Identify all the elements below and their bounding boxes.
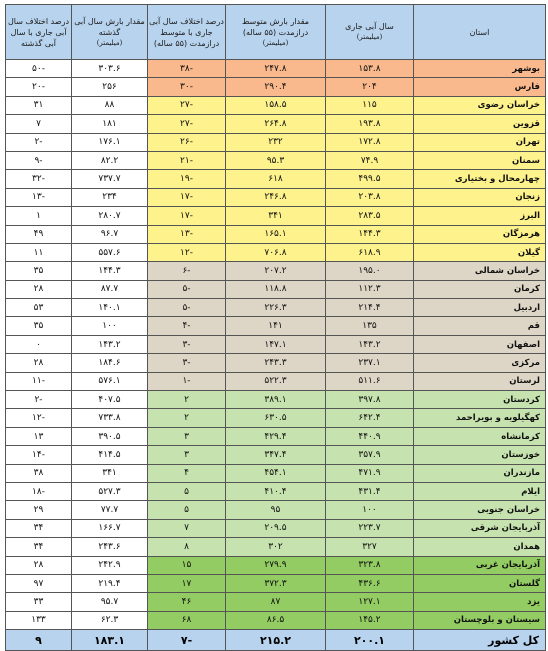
diff-avg-cell: ۲ xyxy=(148,391,226,409)
table-row xyxy=(6,611,546,629)
last-year-cell: ۱۰۰ xyxy=(72,317,148,335)
avg-rain-cell: ۶۳۰.۵ xyxy=(226,409,326,427)
diff-avg-cell: ۶۸ xyxy=(148,611,226,629)
table-row xyxy=(6,556,546,574)
last-year-cell: ۵۵۷.۶ xyxy=(72,243,148,261)
total-row xyxy=(6,630,546,651)
avg-rain-cell: ۲۴۳.۳ xyxy=(226,354,326,372)
table-row xyxy=(6,335,546,353)
current-year-cell: ۱۴۵.۲ xyxy=(326,611,414,629)
last-year-cell: ۲۴۳.۶ xyxy=(72,538,148,556)
diff-last-cell: ۱۱ xyxy=(6,243,72,261)
diff-avg-cell: ۴۶ xyxy=(148,593,226,611)
table-row xyxy=(6,372,546,390)
avg-rain-cell: ۴۱۰.۴ xyxy=(226,482,326,500)
last-year-cell: ۱۷۶.۱ xyxy=(72,133,148,151)
diff-last-cell: -۱۴ xyxy=(6,446,72,464)
diff-avg-cell: ۸ xyxy=(148,538,226,556)
last-year-cell: ۷۳۷.۷ xyxy=(72,170,148,188)
rainfall-table xyxy=(5,4,546,651)
last-year-cell: ۱۴۳.۲ xyxy=(72,335,148,353)
diff-last-cell: -۵۰ xyxy=(6,60,72,78)
province-cell: گیلان xyxy=(414,243,546,261)
current-year-cell: ۱۷۲.۸ xyxy=(326,133,414,151)
diff-avg-cell: -۲۶ xyxy=(148,133,226,151)
last-year-cell: ۱۸۱ xyxy=(72,115,148,133)
table-row xyxy=(6,280,546,298)
province-cell: قزوین xyxy=(414,115,546,133)
diff-avg-cell: ۵ xyxy=(148,501,226,519)
province-cell: مازندران xyxy=(414,464,546,482)
table-row xyxy=(6,151,546,169)
current-year-cell: ۵۱۱.۶ xyxy=(326,372,414,390)
province-cell: همدان xyxy=(414,538,546,556)
diff-last-cell: ۷ xyxy=(6,115,72,133)
current-year-cell: ۲۳۷.۱ xyxy=(326,354,414,372)
diff-avg-cell: -۲۷ xyxy=(148,115,226,133)
current-year-cell: ۲۰۳.۸ xyxy=(326,188,414,206)
table-row xyxy=(6,446,546,464)
avg-rain-cell: ۱۴۷.۱ xyxy=(226,335,326,353)
table-row xyxy=(6,96,546,114)
diff-last-cell: ۲۸ xyxy=(6,280,72,298)
last-year-cell: ۷۳۳.۸ xyxy=(72,409,148,427)
table-row xyxy=(6,519,546,537)
current-year-cell: ۱۳۵ xyxy=(326,317,414,335)
province-cell: کرمان xyxy=(414,280,546,298)
province-cell: گلستان xyxy=(414,574,546,592)
last-year-cell: ۲۸۰.۷ xyxy=(72,207,148,225)
current-year-cell: ۴۹۹.۵ xyxy=(326,170,414,188)
last-year-cell: ۳۴۱ xyxy=(72,464,148,482)
last-year-cell: ۲۱۹.۴ xyxy=(72,574,148,592)
current-year-cell: ۲۸۳.۵ xyxy=(326,207,414,225)
table-row xyxy=(6,243,546,261)
last-year-cell: ۱۶۶.۷ xyxy=(72,519,148,537)
avg-rain-cell: ۴۲۹.۴ xyxy=(226,427,326,445)
diff-last-cell: ۱۳۳ xyxy=(6,611,72,629)
current-year-cell: ۱۹۵.۰ xyxy=(326,262,414,280)
header-last-year: مقدار بارش سال آبی گذشته (میلیمتر) xyxy=(72,5,148,60)
current-year-cell: ۱۰۰ xyxy=(326,501,414,519)
last-year-cell: ۳۹۰.۵ xyxy=(72,427,148,445)
province-cell: چهارمحال و بختیاری xyxy=(414,170,546,188)
table-row xyxy=(6,225,546,243)
last-year-cell: ۱۸۴.۶ xyxy=(72,354,148,372)
diff-last-cell: -۲ xyxy=(6,391,72,409)
avg-rain-cell: ۳۷۲.۳ xyxy=(226,574,326,592)
province-cell: زنجان xyxy=(414,188,546,206)
avg-rain-cell: ۲۴۶.۸ xyxy=(226,188,326,206)
header-diff-last: درصد اختلاف سال آبی جاری با سال آبی گذشته xyxy=(6,5,72,60)
diff-avg-cell: ۳ xyxy=(148,446,226,464)
current-year-cell: ۲۱۴.۴ xyxy=(326,299,414,317)
diff-last-cell: -۲۰ xyxy=(6,78,72,96)
table-row xyxy=(6,262,546,280)
current-year-cell: ۲۰۴ xyxy=(326,78,414,96)
province-cell: آذربایجان شرقی xyxy=(414,519,546,537)
avg-rain-cell: ۲۹۰.۴ xyxy=(226,78,326,96)
table-row xyxy=(6,317,546,335)
diff-last-cell: ۹۷ xyxy=(6,574,72,592)
diff-last-cell: ۳۵ xyxy=(6,317,72,335)
diff-avg-cell: -۱۳ xyxy=(148,225,226,243)
diff-last-cell: ۳۴ xyxy=(6,538,72,556)
province-cell: بوشهر xyxy=(414,60,546,78)
table-row xyxy=(6,501,546,519)
diff-last-cell: ۲۸ xyxy=(6,556,72,574)
current-year-cell: ۴۷۱.۹ xyxy=(326,464,414,482)
province-cell: قم xyxy=(414,317,546,335)
last-year-cell: ۲۴۲.۹ xyxy=(72,556,148,574)
province-cell: کهگیلویه و بویراحمد xyxy=(414,409,546,427)
last-year-cell: ۷۷.۷ xyxy=(72,501,148,519)
diff-last-cell: ۵۳ xyxy=(6,299,72,317)
total-current: ۲۰۰.۱ xyxy=(326,630,414,651)
total-avg: ۲۱۵.۲ xyxy=(226,630,326,651)
table-row xyxy=(6,299,546,317)
header-current-year: سال آبی جاری (میلیمتر) xyxy=(326,5,414,60)
province-cell: آذربایجان غربی xyxy=(414,556,546,574)
header-row xyxy=(6,5,546,60)
avg-rain-cell: ۸۶.۵ xyxy=(226,611,326,629)
header-avg-rain: مقدار بارش متوسط درازمدت (۵۵ ساله) (میلیمتر) xyxy=(226,5,326,60)
diff-avg-cell: ۵ xyxy=(148,482,226,500)
diff-last-cell: ۳۸ xyxy=(6,464,72,482)
province-cell: سمنان xyxy=(414,151,546,169)
diff-last-cell: ۳۴ xyxy=(6,519,72,537)
table-row xyxy=(6,464,546,482)
current-year-cell: ۶۱۸.۹ xyxy=(326,243,414,261)
diff-last-cell: -۱۳ xyxy=(6,188,72,206)
table-row xyxy=(6,538,546,556)
table-row xyxy=(6,409,546,427)
current-year-cell: ۱۹۳.۸ xyxy=(326,115,414,133)
province-cell: لرستان xyxy=(414,372,546,390)
current-year-cell: ۱۵۳.۸ xyxy=(326,60,414,78)
avg-rain-cell: ۳۸۹.۱ xyxy=(226,391,326,409)
current-year-cell: ۳۹۷.۸ xyxy=(326,391,414,409)
last-year-cell: ۸۸ xyxy=(72,96,148,114)
current-year-cell: ۷۴.۹ xyxy=(326,151,414,169)
diff-avg-cell: -۲۱ xyxy=(148,151,226,169)
diff-last-cell: -۱۸ xyxy=(6,482,72,500)
last-year-cell: ۹۶.۷ xyxy=(72,225,148,243)
table-row xyxy=(6,133,546,151)
diff-last-cell: -۱۱ xyxy=(6,372,72,390)
last-year-cell: ۲۳۴ xyxy=(72,188,148,206)
current-year-cell: ۱۴۴.۳ xyxy=(326,225,414,243)
table-row xyxy=(6,60,546,78)
diff-avg-cell: ۱۷ xyxy=(148,574,226,592)
diff-avg-cell: -۳۰ xyxy=(148,78,226,96)
last-year-cell: ۵۷۶.۱ xyxy=(72,372,148,390)
table-row xyxy=(6,78,546,96)
diff-last-cell: ۲۸ xyxy=(6,354,72,372)
diff-avg-cell: -۱۷ xyxy=(148,207,226,225)
last-year-cell: ۳۰۳.۶ xyxy=(72,60,148,78)
avg-rain-cell: ۲۷۹.۹ xyxy=(226,556,326,574)
province-cell: اصفهان xyxy=(414,335,546,353)
diff-avg-cell: ۱۵ xyxy=(148,556,226,574)
current-year-cell: ۳۵۷.۹ xyxy=(326,446,414,464)
table-row xyxy=(6,427,546,445)
province-cell: ایلام xyxy=(414,482,546,500)
province-cell: فارس xyxy=(414,78,546,96)
province-cell: خراسان رضوی xyxy=(414,96,546,114)
diff-avg-cell: -۵ xyxy=(148,280,226,298)
province-cell: کرمانشاه xyxy=(414,427,546,445)
last-year-cell: ۸۲.۲ xyxy=(72,151,148,169)
avg-rain-cell: ۲۶۴.۸ xyxy=(226,115,326,133)
avg-rain-cell: ۳۰۲ xyxy=(226,538,326,556)
table-row xyxy=(6,391,546,409)
province-cell: خوزستان xyxy=(414,446,546,464)
avg-rain-cell: ۲۰۷.۲ xyxy=(226,262,326,280)
last-year-cell: ۸۷.۷ xyxy=(72,280,148,298)
total-diff-avg: -۷ xyxy=(148,630,226,651)
table-row xyxy=(6,115,546,133)
avg-rain-cell: ۷۰۶.۸ xyxy=(226,243,326,261)
current-year-cell: ۳۲۷ xyxy=(326,538,414,556)
current-year-cell: ۱۴۳.۲ xyxy=(326,335,414,353)
total-label: کل کشور xyxy=(414,630,546,651)
diff-last-cell: -۲ xyxy=(6,133,72,151)
last-year-cell: ۶۲.۳ xyxy=(72,611,148,629)
avg-rain-cell: ۱۴۱ xyxy=(226,317,326,335)
diff-avg-cell: ۴ xyxy=(148,464,226,482)
diff-avg-cell: -۵ xyxy=(148,299,226,317)
diff-avg-cell: ۷ xyxy=(148,519,226,537)
diff-avg-cell: -۳ xyxy=(148,354,226,372)
diff-avg-cell: -۱ xyxy=(148,372,226,390)
total-diff-last: ۹ xyxy=(6,630,72,651)
table-row xyxy=(6,593,546,611)
avg-rain-cell: ۲۴۷.۸ xyxy=(226,60,326,78)
diff-avg-cell: -۱۹ xyxy=(148,170,226,188)
current-year-cell: ۲۲۳.۷ xyxy=(326,519,414,537)
province-cell: خراسان جنوبی xyxy=(414,501,546,519)
diff-avg-cell: -۳ xyxy=(148,335,226,353)
current-year-cell: ۶۴۲.۴ xyxy=(326,409,414,427)
avg-rain-cell: ۶۱۸ xyxy=(226,170,326,188)
diff-avg-cell: -۱۷ xyxy=(148,188,226,206)
province-cell: تهران xyxy=(414,133,546,151)
last-year-cell: ۱۴۴.۳ xyxy=(72,262,148,280)
diff-last-cell: ۱۳ xyxy=(6,427,72,445)
current-year-cell: ۴۴۰.۹ xyxy=(326,427,414,445)
current-year-cell: ۴۳۱.۴ xyxy=(326,482,414,500)
diff-last-cell: -۳۲ xyxy=(6,170,72,188)
diff-last-cell: ۱ xyxy=(6,207,72,225)
table-row xyxy=(6,482,546,500)
diff-avg-cell: -۲۷ xyxy=(148,96,226,114)
diff-last-cell: ۳۱ xyxy=(6,96,72,114)
avg-rain-cell: ۱۵۸.۵ xyxy=(226,96,326,114)
avg-rain-cell: ۳۴۷.۴ xyxy=(226,446,326,464)
header-diff-avg: درصد اختلاف سال آبی جاری با متوسط درازمدت (۵۵ ساله) xyxy=(148,5,226,60)
diff-last-cell: ۰ xyxy=(6,335,72,353)
diff-avg-cell: -۴ xyxy=(148,317,226,335)
diff-last-cell: ۲۹ xyxy=(6,501,72,519)
diff-avg-cell: -۳۸ xyxy=(148,60,226,78)
province-cell: مرکزی xyxy=(414,354,546,372)
total-last: ۱۸۳.۱ xyxy=(72,630,148,651)
province-cell: هرمزگان xyxy=(414,225,546,243)
avg-rain-cell: ۱۱۸.۸ xyxy=(226,280,326,298)
current-year-cell: ۴۳۶.۶ xyxy=(326,574,414,592)
table-row xyxy=(6,170,546,188)
current-year-cell: ۱۱۲.۳ xyxy=(326,280,414,298)
last-year-cell: ۴۰۷.۵ xyxy=(72,391,148,409)
diff-last-cell: ۳۳ xyxy=(6,593,72,611)
avg-rain-cell: ۸۷ xyxy=(226,593,326,611)
table-row xyxy=(6,207,546,225)
table-row xyxy=(6,188,546,206)
avg-rain-cell: ۲۲۶.۳ xyxy=(226,299,326,317)
table-body xyxy=(6,60,546,630)
last-year-cell: ۹۵.۷ xyxy=(72,593,148,611)
avg-rain-cell: ۹۵.۳ xyxy=(226,151,326,169)
province-cell: یزد xyxy=(414,593,546,611)
rainfall-table-sheet xyxy=(5,4,545,647)
diff-avg-cell: ۳ xyxy=(148,427,226,445)
diff-avg-cell: ۲ xyxy=(148,409,226,427)
province-cell: کردستان xyxy=(414,391,546,409)
avg-rain-cell: ۲۰۹.۵ xyxy=(226,519,326,537)
last-year-cell: ۱۴۰.۱ xyxy=(72,299,148,317)
diff-last-cell: ۳۵ xyxy=(6,262,72,280)
table-row xyxy=(6,574,546,592)
avg-rain-cell: ۲۳۲ xyxy=(226,133,326,151)
diff-avg-cell: -۶ xyxy=(148,262,226,280)
province-cell: خراسان شمالی xyxy=(414,262,546,280)
province-cell: البرز xyxy=(414,207,546,225)
current-year-cell: ۱۲۷.۱ xyxy=(326,593,414,611)
avg-rain-cell: ۱۶۵.۱ xyxy=(226,225,326,243)
province-cell: اردبیل xyxy=(414,299,546,317)
diff-avg-cell: -۱۲ xyxy=(148,243,226,261)
table-row xyxy=(6,354,546,372)
last-year-cell: ۴۱۴.۵ xyxy=(72,446,148,464)
diff-last-cell: ۴۹ xyxy=(6,225,72,243)
province-cell: سیستان و بلوچستان xyxy=(414,611,546,629)
diff-last-cell: -۱۲ xyxy=(6,409,72,427)
avg-rain-cell: ۹۵ xyxy=(226,501,326,519)
diff-last-cell: -۹ xyxy=(6,151,72,169)
last-year-cell: ۲۵۶ xyxy=(72,78,148,96)
current-year-cell: ۱۱۵ xyxy=(326,96,414,114)
current-year-cell: ۳۲۳.۸ xyxy=(326,556,414,574)
avg-rain-cell: ۳۴۱ xyxy=(226,207,326,225)
avg-rain-cell: ۴۵۴.۱ xyxy=(226,464,326,482)
avg-rain-cell: ۵۲۲.۳ xyxy=(226,372,326,390)
last-year-cell: ۵۲۷.۳ xyxy=(72,482,148,500)
header-province: استان xyxy=(414,5,546,60)
